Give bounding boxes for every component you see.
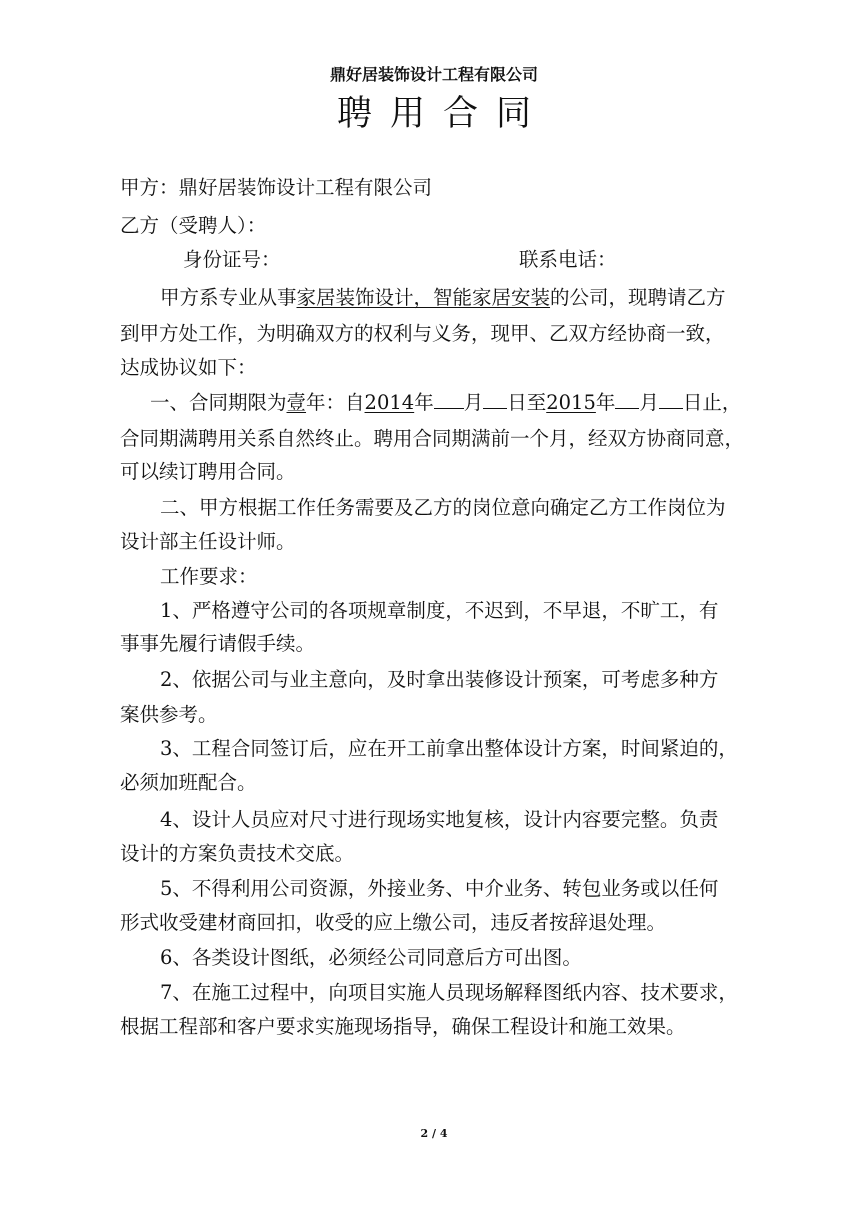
company-header: 鼎好居装饰设计工程有限公司 (329, 65, 538, 84)
requirement-line: 4、设计人员应对尺寸进行现场实地复核，设计内容要完整。负责 (160, 808, 719, 831)
requirement-line: 根据工程部和客户要求实施现场指导，确保工程设计和施工效果。 (120, 1015, 686, 1038)
requirement-line: 必须加班配合。 (120, 771, 257, 794)
term-duration: 壹 (286, 391, 307, 414)
blank-field (659, 390, 683, 409)
requirement-line: 7、在施工过程中，向项目实施人员现场解释图纸内容、技术要求， (160, 981, 738, 1004)
intro-paragraph-line-1 (160, 284, 726, 312)
requirement-line: 5、不得利用公司资源，外接业务、中介业务、转包业务或以任何 (160, 877, 719, 900)
intro-paragraph-line-3: 达成协议如下： (120, 356, 257, 379)
term-text: 年：自 (306, 391, 365, 414)
day-end-label: 日止， (682, 391, 742, 414)
year-label: 年 (595, 391, 616, 414)
blank-field (434, 390, 464, 409)
intro-paragraph-line-2: 到甲方处工作，为明确双方的权利与义务，现甲、乙双方经协商一致， (120, 322, 725, 345)
term-line-2: 合同期满聘用关系自然终止。聘用合同期满前一个月，经双方协商同意， (120, 427, 745, 450)
position-line-2: 设计部主任设计师。 (120, 530, 296, 553)
year-label: 年 (414, 391, 434, 414)
term-label: 一、合同期限为 (150, 391, 287, 414)
requirement-line: 1、严格遵守公司的各项规章制度，不迟到，不早退，不旷工，有 (160, 599, 719, 622)
requirement-line: 6、各类设计图纸，必须经公司同意后方可出图。 (160, 946, 582, 969)
start-year: 2014 (364, 391, 415, 414)
requirement-line: 案供参考。 (120, 703, 218, 726)
day-label: 日至 (507, 391, 547, 414)
intro-suffix: 的公司，现聘请乙方 (550, 286, 726, 309)
blank-field (483, 390, 507, 409)
id-number-label: 身份证号： (183, 248, 281, 271)
end-year: 2015 (546, 391, 596, 414)
month-label: 月 (639, 391, 659, 414)
page-title: 聘用合同 (336, 94, 549, 134)
blank-field (615, 390, 639, 409)
phone-label: 联系电话： (519, 248, 617, 271)
requirement-line: 设计的方案负责技术交底。 (120, 842, 355, 865)
party-b-line: 乙方（受聘人）： (120, 214, 267, 237)
business-scope: 家居装饰设计，智能家居安装 (296, 286, 551, 309)
term-line-1 (150, 389, 741, 417)
month-label: 月 (463, 391, 484, 414)
requirement-line: 事事先履行请假手续。 (120, 632, 316, 655)
requirement-line: 形式收受建材商回扣，收受的应上缴公司，违反者按辞退处理。 (120, 911, 667, 934)
page-number: 2 / 4 (420, 1127, 448, 1140)
intro-prefix: 甲方系专业从事 (160, 286, 297, 309)
position-line-1: 二、甲方根据工作任务需要及乙方的岗位意向确定乙方工作岗位为 (160, 496, 726, 519)
requirement-line: 2、依据公司与业主意向，及时拿出装修设计预案，可考虑多种方 (160, 668, 719, 691)
requirements-heading: 工作要求： (160, 565, 258, 588)
requirement-line: 3、工程合同签订后，应在开工前拿出整体设计方案，时间紧迫的， (160, 737, 738, 760)
term-line-3: 可以续订聘用合同。 (120, 460, 296, 483)
party-a-line: 甲方：鼎好居装饰设计工程有限公司 (120, 176, 433, 199)
